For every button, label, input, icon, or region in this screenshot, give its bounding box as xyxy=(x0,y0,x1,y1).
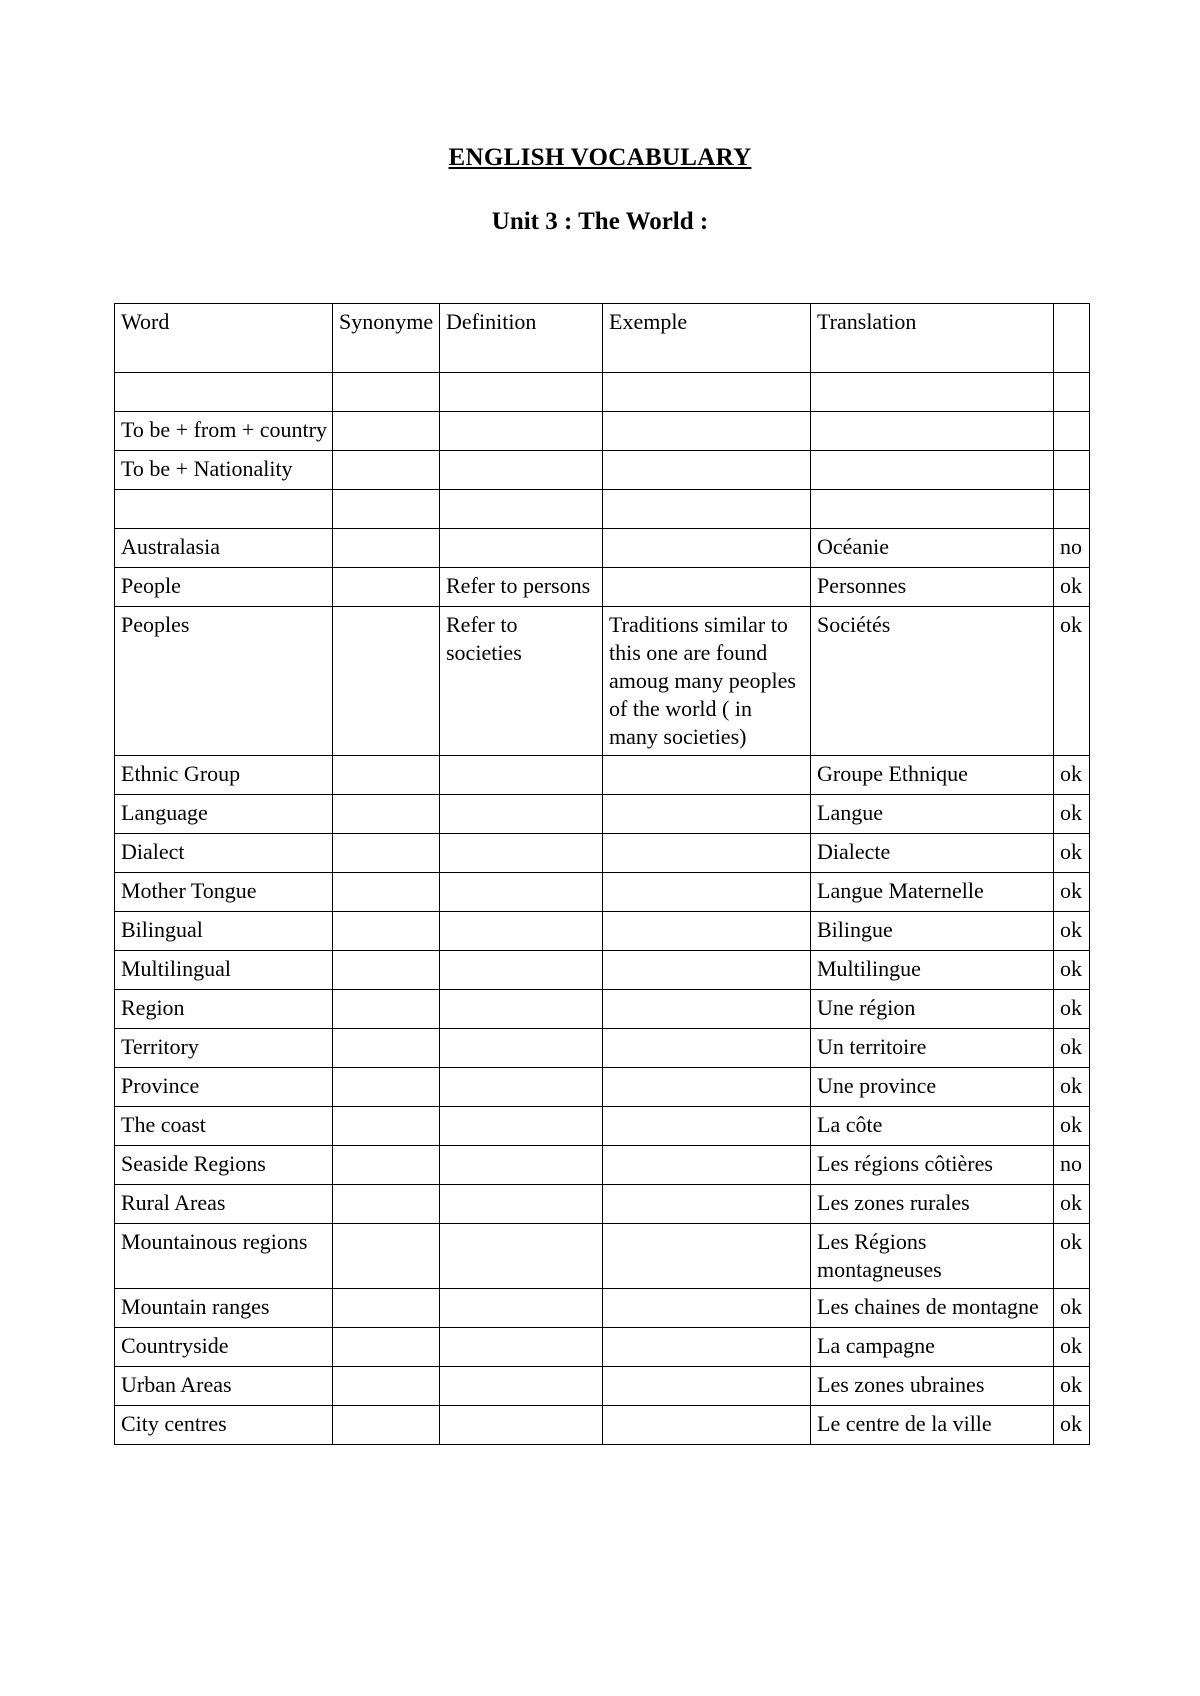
cell-word: Language xyxy=(115,795,333,834)
cell-definition xyxy=(440,990,603,1029)
table-row xyxy=(115,1029,1090,1068)
table-row xyxy=(115,1289,1090,1328)
cell-word: Mother Tongue xyxy=(115,873,333,912)
cell-synonyme xyxy=(333,1367,440,1406)
cell-exemple xyxy=(603,451,811,490)
table-row xyxy=(115,1107,1090,1146)
cell-definition: Refer to societies xyxy=(440,607,603,756)
cell-definition xyxy=(440,1224,603,1289)
cell-exemple xyxy=(603,1185,811,1224)
cell-status: ok xyxy=(1054,756,1090,795)
cell-status: ok xyxy=(1054,1107,1090,1146)
cell-definition xyxy=(440,1107,603,1146)
cell-status xyxy=(1054,373,1090,412)
cell-translation xyxy=(811,373,1054,412)
cell-definition xyxy=(440,1068,603,1107)
table-row xyxy=(115,834,1090,873)
cell-translation: Langue xyxy=(811,795,1054,834)
cell-definition xyxy=(440,912,603,951)
cell-status xyxy=(1054,490,1090,529)
cell-translation xyxy=(811,451,1054,490)
table-row xyxy=(115,1185,1090,1224)
cell-word: Australasia xyxy=(115,529,333,568)
table-row xyxy=(115,873,1090,912)
table-row xyxy=(115,568,1090,607)
cell-word: Region xyxy=(115,990,333,1029)
cell-translation: Bilingue xyxy=(811,912,1054,951)
cell-status: ok xyxy=(1054,1068,1090,1107)
cell-word xyxy=(115,490,333,529)
cell-translation xyxy=(811,490,1054,529)
cell-synonyme xyxy=(333,607,440,756)
cell-status: ok xyxy=(1054,1029,1090,1068)
cell-synonyme xyxy=(333,1146,440,1185)
table-row xyxy=(115,1146,1090,1185)
cell-translation: Les Régions montagneuses xyxy=(811,1224,1054,1289)
vocabulary-table xyxy=(114,303,1090,1445)
cell-exemple xyxy=(603,1367,811,1406)
cell-status: ok xyxy=(1054,1224,1090,1289)
cell-synonyme xyxy=(333,1068,440,1107)
cell-synonyme xyxy=(333,1224,440,1289)
cell-synonyme xyxy=(333,834,440,873)
cell-definition xyxy=(440,451,603,490)
cell-synonyme xyxy=(333,1328,440,1367)
cell-word: Countryside xyxy=(115,1328,333,1367)
cell-translation: Un territoire xyxy=(811,1029,1054,1068)
cell-exemple xyxy=(603,1289,811,1328)
header-cell-status xyxy=(1054,304,1090,373)
document-title: ENGLISH VOCABULARY xyxy=(448,144,752,171)
cell-exemple xyxy=(603,490,811,529)
cell-definition xyxy=(440,1289,603,1328)
cell-word: Rural Areas xyxy=(115,1185,333,1224)
cell-definition xyxy=(440,795,603,834)
cell-synonyme xyxy=(333,1406,440,1445)
cell-status: ok xyxy=(1054,607,1090,756)
cell-exemple xyxy=(603,1029,811,1068)
cell-status: ok xyxy=(1054,1406,1090,1445)
cell-definition xyxy=(440,1029,603,1068)
table-row xyxy=(115,1068,1090,1107)
cell-synonyme xyxy=(333,795,440,834)
cell-definition: Refer to persons xyxy=(440,568,603,607)
cell-word: Multilingual xyxy=(115,951,333,990)
cell-word: Peoples xyxy=(115,607,333,756)
table-row xyxy=(115,951,1090,990)
cell-exemple xyxy=(603,1224,811,1289)
cell-translation: Une région xyxy=(811,990,1054,1029)
cell-exemple xyxy=(603,990,811,1029)
cell-synonyme xyxy=(333,951,440,990)
cell-synonyme xyxy=(333,568,440,607)
cell-synonyme xyxy=(333,1029,440,1068)
cell-definition xyxy=(440,490,603,529)
cell-synonyme xyxy=(333,412,440,451)
cell-translation: Les régions côtières xyxy=(811,1146,1054,1185)
cell-word: Seaside Regions xyxy=(115,1146,333,1185)
cell-status: ok xyxy=(1054,951,1090,990)
cell-exemple xyxy=(603,1107,811,1146)
table-row xyxy=(115,1224,1090,1289)
cell-definition xyxy=(440,412,603,451)
cell-translation: Les zones ubraines xyxy=(811,1367,1054,1406)
table-row xyxy=(115,490,1090,529)
table-row xyxy=(115,1406,1090,1445)
table-row xyxy=(115,607,1090,756)
cell-exemple xyxy=(603,412,811,451)
cell-translation: Les chaines de montagne xyxy=(811,1289,1054,1328)
cell-exemple xyxy=(603,529,811,568)
table-row xyxy=(115,990,1090,1029)
vocabulary-table-body xyxy=(115,304,1090,1445)
header-cell-definition: Definition xyxy=(440,304,603,373)
cell-word: To be + Nationality xyxy=(115,451,333,490)
cell-translation: Personnes xyxy=(811,568,1054,607)
cell-translation: Dialecte xyxy=(811,834,1054,873)
header-cell-synonyme: Synonyme xyxy=(333,304,440,373)
cell-translation: Groupe Ethnique xyxy=(811,756,1054,795)
cell-exemple: Traditions similar to this one are found amoug many peoples of the world ( in many societies) xyxy=(603,607,811,756)
table-row xyxy=(115,373,1090,412)
cell-exemple xyxy=(603,1146,811,1185)
cell-status: ok xyxy=(1054,912,1090,951)
cell-definition xyxy=(440,529,603,568)
cell-translation: Langue Maternelle xyxy=(811,873,1054,912)
cell-synonyme xyxy=(333,451,440,490)
cell-exemple xyxy=(603,1068,811,1107)
cell-status: no xyxy=(1054,1146,1090,1185)
cell-synonyme xyxy=(333,1107,440,1146)
table-row xyxy=(115,1367,1090,1406)
cell-word: Dialect xyxy=(115,834,333,873)
cell-word: The coast xyxy=(115,1107,333,1146)
cell-word: City centres xyxy=(115,1406,333,1445)
cell-exemple xyxy=(603,373,811,412)
table-row xyxy=(115,412,1090,451)
cell-translation: Sociétés xyxy=(811,607,1054,756)
cell-exemple xyxy=(603,756,811,795)
cell-exemple xyxy=(603,912,811,951)
cell-synonyme xyxy=(333,490,440,529)
cell-definition xyxy=(440,1146,603,1185)
cell-exemple xyxy=(603,795,811,834)
document-subtitle: Unit 3 : The World : xyxy=(491,208,709,235)
cell-word: To be + from + country xyxy=(115,412,333,451)
cell-definition xyxy=(440,834,603,873)
cell-translation: La côte xyxy=(811,1107,1054,1146)
cell-word: Ethnic Group xyxy=(115,756,333,795)
table-row xyxy=(115,756,1090,795)
cell-synonyme xyxy=(333,873,440,912)
table-row xyxy=(115,1328,1090,1367)
cell-synonyme xyxy=(333,1289,440,1328)
cell-word: Mountain ranges xyxy=(115,1289,333,1328)
cell-word xyxy=(115,373,333,412)
cell-synonyme xyxy=(333,990,440,1029)
cell-translation xyxy=(811,412,1054,451)
cell-word: Bilingual xyxy=(115,912,333,951)
cell-status: ok xyxy=(1054,1367,1090,1406)
cell-status: ok xyxy=(1054,873,1090,912)
cell-exemple xyxy=(603,834,811,873)
cell-exemple xyxy=(603,1328,811,1367)
cell-definition xyxy=(440,373,603,412)
cell-word: People xyxy=(115,568,333,607)
cell-definition xyxy=(440,756,603,795)
cell-definition xyxy=(440,1185,603,1224)
table-row xyxy=(115,451,1090,490)
cell-exemple xyxy=(603,951,811,990)
cell-status: ok xyxy=(1054,990,1090,1029)
table-row xyxy=(115,795,1090,834)
cell-status: ok xyxy=(1054,1328,1090,1367)
table-row xyxy=(115,912,1090,951)
cell-exemple xyxy=(603,568,811,607)
cell-exemple xyxy=(603,1406,811,1445)
header-cell-translation: Translation xyxy=(811,304,1054,373)
cell-synonyme xyxy=(333,529,440,568)
cell-status: ok xyxy=(1054,795,1090,834)
cell-status xyxy=(1054,451,1090,490)
header-cell-word: Word xyxy=(115,304,333,373)
cell-translation: La campagne xyxy=(811,1328,1054,1367)
cell-status: ok xyxy=(1054,834,1090,873)
header-cell-exemple: Exemple xyxy=(603,304,811,373)
cell-word: Urban Areas xyxy=(115,1367,333,1406)
cell-translation: Le centre de la ville xyxy=(811,1406,1054,1445)
cell-exemple xyxy=(603,873,811,912)
cell-synonyme xyxy=(333,373,440,412)
table-header-row xyxy=(115,304,1090,373)
cell-definition xyxy=(440,873,603,912)
cell-status: no xyxy=(1054,529,1090,568)
cell-definition xyxy=(440,951,603,990)
cell-status: ok xyxy=(1054,1289,1090,1328)
cell-definition xyxy=(440,1328,603,1367)
cell-definition xyxy=(440,1406,603,1445)
cell-synonyme xyxy=(333,756,440,795)
cell-status xyxy=(1054,412,1090,451)
table-row xyxy=(115,529,1090,568)
cell-translation: Les zones rurales xyxy=(811,1185,1054,1224)
cell-word: Territory xyxy=(115,1029,333,1068)
cell-translation: Une province xyxy=(811,1068,1054,1107)
cell-status: ok xyxy=(1054,1185,1090,1224)
cell-status: ok xyxy=(1054,568,1090,607)
cell-synonyme xyxy=(333,1185,440,1224)
cell-word: Mountainous regions xyxy=(115,1224,333,1289)
cell-word: Province xyxy=(115,1068,333,1107)
cell-translation: Océanie xyxy=(811,529,1054,568)
cell-synonyme xyxy=(333,912,440,951)
cell-definition xyxy=(440,1367,603,1406)
cell-translation: Multilingue xyxy=(811,951,1054,990)
